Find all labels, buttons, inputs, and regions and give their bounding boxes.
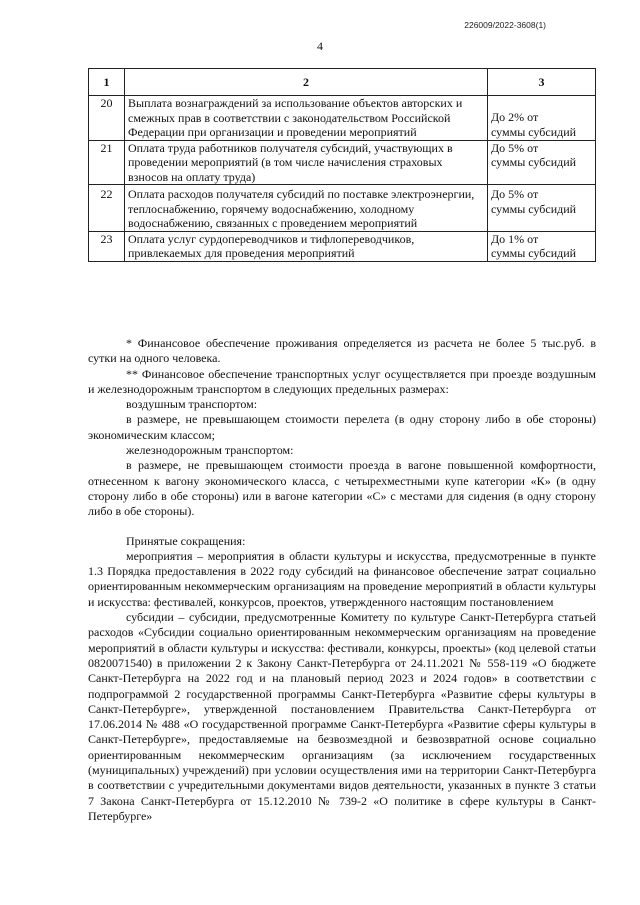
table-header-row xyxy=(89,69,596,96)
limit-base: суммы субсидий xyxy=(491,246,577,260)
column-header-1: 1 xyxy=(89,69,125,96)
row-number: 21 xyxy=(89,140,125,185)
abbreviation-events: мероприятия – мероприятия в области культуры и искусства, предусмотренные в пункте 1.3 Порядка предоставления в 2022 году субсидий на финансовое обеспечение затрат социально ориентированным некоммерческим организациям на проведение мероприятий в области культуры и искусства: фестивалей, конкурсов, проектов, утвержденного настоящим постановлением xyxy=(88,548,596,609)
abbreviations-heading: Принятые сокращения: xyxy=(126,533,246,548)
limit-percent: До 5% от xyxy=(491,140,539,155)
row-description: Оплата труда работников получателя субсидий, участвующих в проведении мероприятий (в том числе начисления страховых взносов на оплату труда) xyxy=(125,140,488,185)
abbreviation-subsidies: субсидии – субсидии, предусмотренные Комитету по культуре Санкт-Петербурга статьей расходов «Субсидии социально ориентированным некоммерческим организациям на проведение мероприятий в области культуры и искусства: фестивали, конкурсы, проекты» (код целевой статьи 0820071540) в приложении 2 к Закону Санкт-Петербурга от 24.11.2021 № 558-119 «О бюджете Санкт-Петербурга на 2022 год и на плановый период 2023 и 2024 годов» в соответствии с подпрограммой 2 государственной программы Санкт-Петербурга «Развитие сферы культуры в Санкт-Петербурге», утвержденной постановлением Правительства Санкт-Петербурга от 17.06.2014 № 488 «О государственной программе Санкт-Петербурга «Развитие сферы культуры в Санкт-Петербурге», предоставляемые на безвозмездной и безвозвратной основе социально ориентированным некоммерческим организациям (за исключением государственных (муниципальных) учреждений) при условии осуществления ими на территории Санкт-Петербурга в соответствии с учредительными документами видов деятельности, указанных в пункте 3 статьи 7 Закона Санкт-Петербурга от 15.12.2010 № 739-2 «О политике в сфере культуры в Санкт-Петербурге» xyxy=(88,610,596,823)
rail-transport-heading: железнодорожным транспортом: xyxy=(126,443,294,458)
notes-section xyxy=(88,336,596,824)
table-row xyxy=(89,185,596,232)
limit-base: суммы субсидий xyxy=(491,124,577,139)
row-number: 23 xyxy=(89,231,125,261)
limit-percent: До 1% от xyxy=(491,231,539,246)
row-limit xyxy=(488,231,596,261)
document-number: 226009/2022-3608(1) xyxy=(464,20,546,30)
footnote-accommodation: * Финансовое обеспечение проживания определяется из расчета не более 5 тыс.руб. в сутки на одного человека. xyxy=(88,336,596,366)
row-description: Оплата расходов получателя субсидий по поставке электроэнергии, теплоснабжению, горячему водоснабжению, холодному водоснабжению, связанных с проведением мероприятий xyxy=(125,185,488,232)
rail-transport-text: в размере, не превышающем стоимости проезда в вагоне повышенной комфортности, отнесенном к вагону экономического класса, с четырехместными купе категории «К» (в одну сторону либо в обе стороны) или в вагоне категории «С» с местами для сидения (в одну сторону либо в обе стороны). xyxy=(88,458,596,519)
row-limit xyxy=(488,140,596,185)
row-description: Выплата вознаграждений за использование объектов авторских и смежных прав в соответствии с законодательством Российской Федерации при организации и проведении мероприятий xyxy=(125,96,488,141)
table-row xyxy=(89,231,596,261)
row-limit xyxy=(488,185,596,232)
row-number: 22 xyxy=(89,185,125,232)
table-row xyxy=(89,140,596,185)
limit-percent: До 5% от xyxy=(491,187,539,201)
row-description: Оплата услуг сурдопереводчиков и тифлопереводчиков, привлекаемых для проведения мероприятий xyxy=(125,231,488,261)
table-row xyxy=(89,96,596,141)
column-header-3: 3 xyxy=(488,69,596,96)
row-limit xyxy=(488,96,596,141)
air-transport-text: в размере, не превышающем стоимости перелета (в одну сторону либо в обе стороны) экономическим классом; xyxy=(88,412,596,442)
expenses-table xyxy=(88,68,596,262)
page-number: 4 xyxy=(317,39,323,53)
limit-base: суммы субсидий xyxy=(491,201,577,216)
column-header-2: 2 xyxy=(125,69,488,96)
limit-base: суммы субсидий xyxy=(491,155,577,169)
air-transport-heading: воздушным транспортом: xyxy=(126,397,258,412)
row-number: 20 xyxy=(89,96,125,141)
footnote-transport: ** Финансовое обеспечение транспортных услуг осуществляется при проезде воздушным и железнодорожным транспортом в следующих предельных размерах: xyxy=(88,366,596,396)
limit-percent: До 2% от xyxy=(491,110,539,124)
